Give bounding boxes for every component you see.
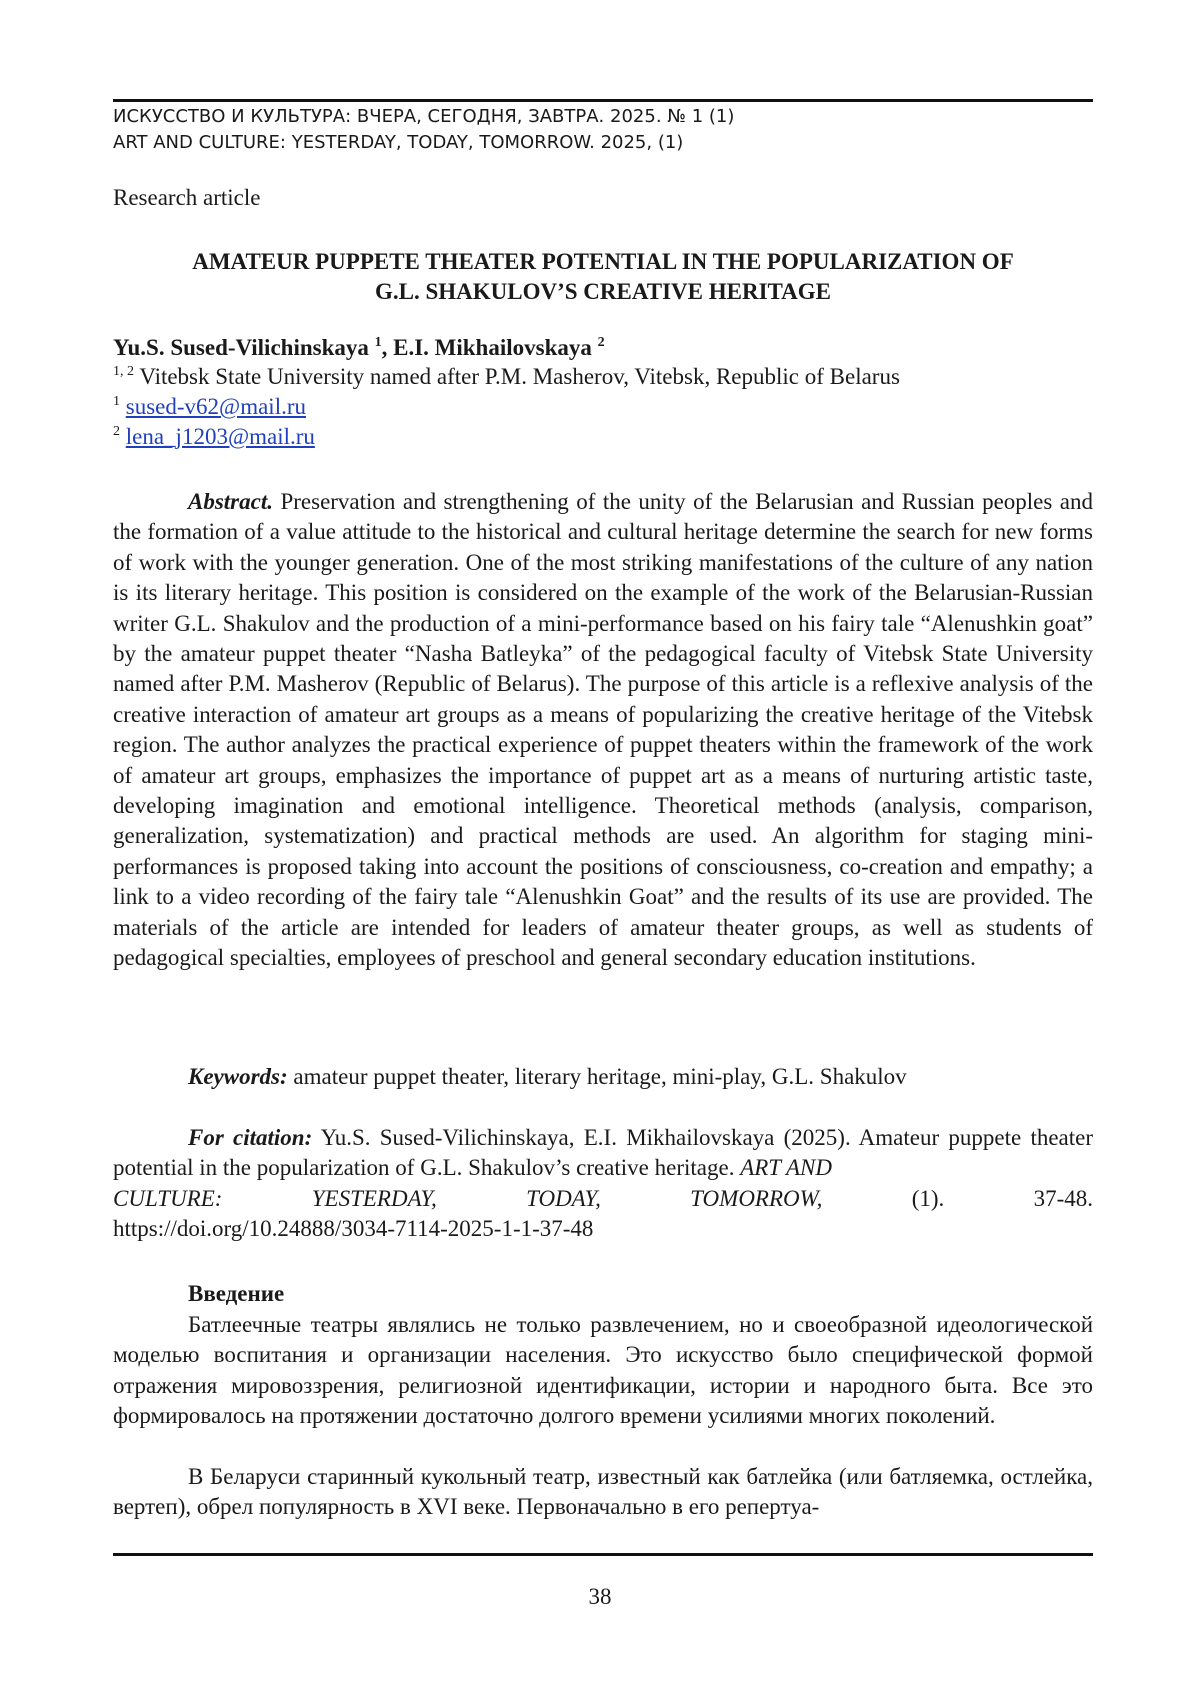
affiliation-text: Vitebsk State University named after P.M. Masherov, Vitebsk, Republic of Belarus — [139, 364, 900, 389]
article-title — [113, 247, 1093, 307]
intro-heading: Введение — [188, 1281, 285, 1306]
intro-paragraph-2: В Беларуси старинный кукольный театр, известный как батлейка (или батляемка, остлейка, вертеп), обрел популярность в XVI веке. Первоначально в его репертуа- — [113, 1464, 1093, 1520]
keywords-text: amateur puppet theater, literary heritage, mini-play, G.L. Shakulov — [293, 1064, 907, 1089]
journal-title-ru: ИСКУССТВО И КУЛЬТУРА: ВЧЕРА, СЕГОДНЯ, ЗАВТРА. 2025. № 1 (1) — [113, 106, 735, 127]
abstract-label: Abstract. — [188, 489, 273, 514]
email-1-link[interactable]: sused-v62@mail.ru — [125, 394, 306, 419]
author-1-mark: 1 — [374, 335, 382, 350]
header-rule — [113, 99, 1093, 102]
author-list — [113, 334, 605, 362]
abstract-text: Preservation and strengthening of the unity of the Belarusian and Russian peoples and the formation of a value attitude to the historical and cultural heritage determine the search for new forms of work with the younger generation. One of the most striking manifestations of the culture of any nation is its literary heritage. This position is considered on the example of the work of the Belarusian-Russian writer G.L. Shakulov and the production of a mini-performance based on his fairy tale “Alenushkin goat” by the amateur puppet theater “Nasha Batleyka” of the pedagogical faculty of Vitebsk State University named after P.M. Masherov (Republic of Belarus). The purpose of this article is a reflexive analysis of the creative interaction of amateur art groups as a means of popularizing the creative heritage of the Vitebsk region. The author analyzes the practical experience of puppet theaters within the framework of the work of amateur art groups, emphasizes the importance of puppet art as a means of nurturing artistic taste, developing imagination and emotional intelligence. Theoretical methods (analysis, comparison, generalization, systematization) and practical methods are used. An algorithm for staging mini-performances is proposed taking into account the positions of consciousness, co-creation and empathy; a link to a video recording of the fairy tale “Alenushkin Goat” and the results of its use are provided. The materials of the article are intended for leaders of amateur theater groups, as well as students of pedagogical specialties, employees of preschool and general secondary education institutions. — [113, 489, 1094, 971]
footer-rule — [113, 1553, 1093, 1556]
citation-text: Yu.S. Sused-Vilichinskaya, E.I. Mikhailovskaya (2025). Amateur puppete theater potential in the popularization of G.L. Shakulov’s creative heritage. — [113, 1125, 1094, 1181]
journal-header — [113, 104, 1093, 156]
citation-doi: https://doi.org/10.24888/3034-7114-2025-1-1-37-48 — [113, 1216, 594, 1241]
citation-issue: (1). — [911, 1186, 945, 1211]
citation-pages: 37-48. — [1033, 1186, 1093, 1211]
abstract — [113, 487, 1093, 974]
email-2-link[interactable]: lena_j1203@mail.ru — [125, 424, 315, 449]
author-2-mark: 2 — [597, 335, 605, 350]
citation-word-today: TODAY, — [526, 1186, 601, 1211]
email-2-mark: 2 — [113, 424, 120, 439]
title-line-2: G.L. SHAKULOV’S CREATIVE HERITAGE — [374, 279, 832, 304]
author-1: Yu.S. Sused-Vilichinskaya — [113, 335, 369, 360]
intro-paragraph-1: Батлеечные театры являлись не только развлечением, но и своеобразной идеологической моделью воспитания и организации населения. Это искусство было специфической формой отражения мировоззрения, религиозной идентификации, истории и народного быта. Все это формировалось на протяжении достаточно долгого времени усилиями многих поколений. — [113, 1312, 1093, 1429]
citation-label: For citation: — [188, 1125, 313, 1150]
keywords-label: Keywords: — [188, 1064, 288, 1089]
title-line-1: AMATEUR PUPPETE THEATER POTENTIAL IN THE POPULARIZATION OF — [192, 249, 1014, 274]
citation-line-3 — [113, 1184, 1093, 1214]
keywords — [113, 1062, 1093, 1092]
article-type: Research article — [113, 185, 261, 210]
email-1-line — [113, 393, 306, 421]
citation-word-yesterday: YESTERDAY, — [311, 1186, 437, 1211]
citation-word-tomorrow: TOMORROW, — [690, 1186, 823, 1211]
email-1-mark: 1 — [113, 394, 120, 409]
citation — [113, 1123, 1093, 1184]
author-2: E.I. Mikhailovskaya — [393, 335, 592, 360]
email-2-line — [113, 423, 315, 451]
author-separator: , — [381, 335, 394, 360]
page-number: 38 — [588, 1584, 612, 1609]
affiliation — [113, 363, 900, 391]
citation-journal-part: ART AND — [740, 1155, 833, 1181]
citation-word-culture: CULTURE: — [113, 1186, 223, 1211]
journal-title-en: ART AND CULTURE: YESTERDAY, TODAY, TOMORROW. 2025, (1) — [113, 132, 684, 153]
affiliation-marks: 1, 2 — [113, 364, 134, 379]
